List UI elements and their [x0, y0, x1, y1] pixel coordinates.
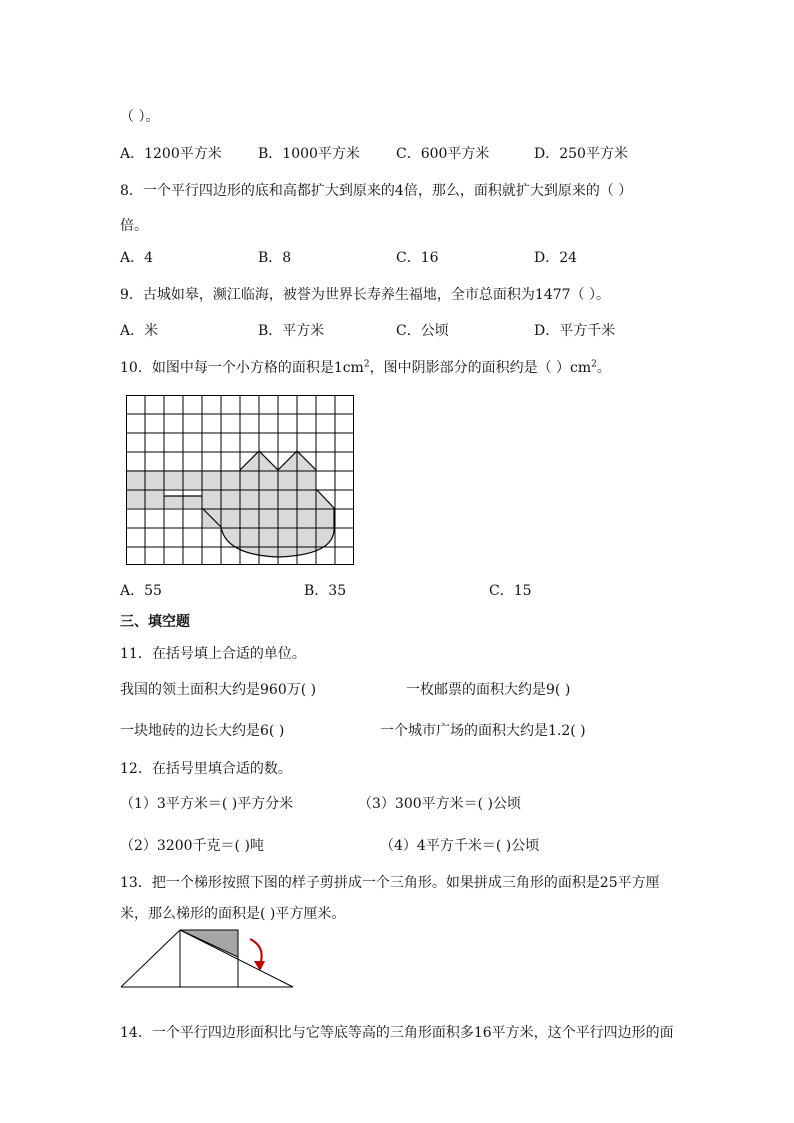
q7-option-b: B．1000平方米: [258, 146, 360, 162]
q7-option-d: D．250平方米: [534, 146, 628, 162]
q12-item-4: （4）4平方千米＝( )公顷: [380, 838, 540, 854]
q8-option-c: C．16: [396, 250, 439, 266]
q12-item-1: （1）3平方米＝( )平方分米: [120, 796, 294, 812]
q8-option-d: D．24: [534, 250, 578, 266]
q10-option-b: B．35: [304, 583, 347, 599]
q8-option-b: B．8: [258, 250, 292, 266]
q12-item-3: （3）300平方米＝( )公顷: [358, 796, 522, 812]
q10-option-a: A．55: [120, 583, 162, 599]
q9-option-d: D．平方千米: [534, 323, 616, 339]
q11-item-d: 一个城市广场的面积大约是1.2( ): [380, 723, 586, 739]
q11-item-a: 我国的领土面积大约是960万( ): [120, 682, 317, 698]
q13-question-cont: 米，那么梯形的面积是( )平方厘米。: [120, 906, 346, 922]
q12-item-2: （2）3200千克＝( )吨: [120, 838, 264, 854]
q9-option-b: B．平方米: [258, 323, 325, 339]
q9-option-c: C．公顷: [396, 323, 449, 339]
q8-question-cont: 倍。: [120, 218, 148, 234]
q10-question: 10．如图中每一个小方格的面积是$1cm^2$，图中阴影部分的面积约是（ ）$cm^2$。: [120, 359, 611, 376]
q8-question: 8．一个平行四边形的底和高都扩大到原来的4倍，那么，面积就扩大到原来的（ ）: [120, 183, 633, 199]
trapezoid-figure: [118, 925, 298, 991]
q11-question: 11．在括号填上合适的单位。: [120, 646, 306, 662]
q7-option-a: A．1200平方米: [120, 146, 222, 162]
q11-item-c: 一块地砖的边长大约是6( ): [120, 723, 285, 739]
shaded-region: [126, 451, 334, 557]
section-title: 三、填空题: [120, 614, 190, 630]
q14-question: 14．一个平行四边形面积比与它等底等高的三角形面积多16平方米，这个平行四边形的面: [120, 1025, 674, 1041]
q9-question: 9．古城如皋，濒江临海，被誉为世界长寿养生福地，全市总面积为1477（ ）。: [120, 287, 610, 303]
q11-item-b: 一枚邮票的面积大约是9( ): [406, 682, 571, 698]
q7-option-c: C．600平方米: [396, 146, 490, 162]
q8-option-a: A．4: [120, 250, 154, 266]
q12-question: 12．在括号里填合适的数。: [120, 761, 292, 777]
q13-question: 13．把一个梯形按照下图的样子剪拼成一个三角形。如果拼成三角形的面积是25平方厘: [120, 875, 660, 891]
grid-figure: [126, 395, 354, 565]
q10-option-c: C．15: [489, 583, 532, 599]
q7-answer-blank: （ ）。: [120, 109, 160, 125]
q9-option-a: A．米: [120, 323, 159, 339]
